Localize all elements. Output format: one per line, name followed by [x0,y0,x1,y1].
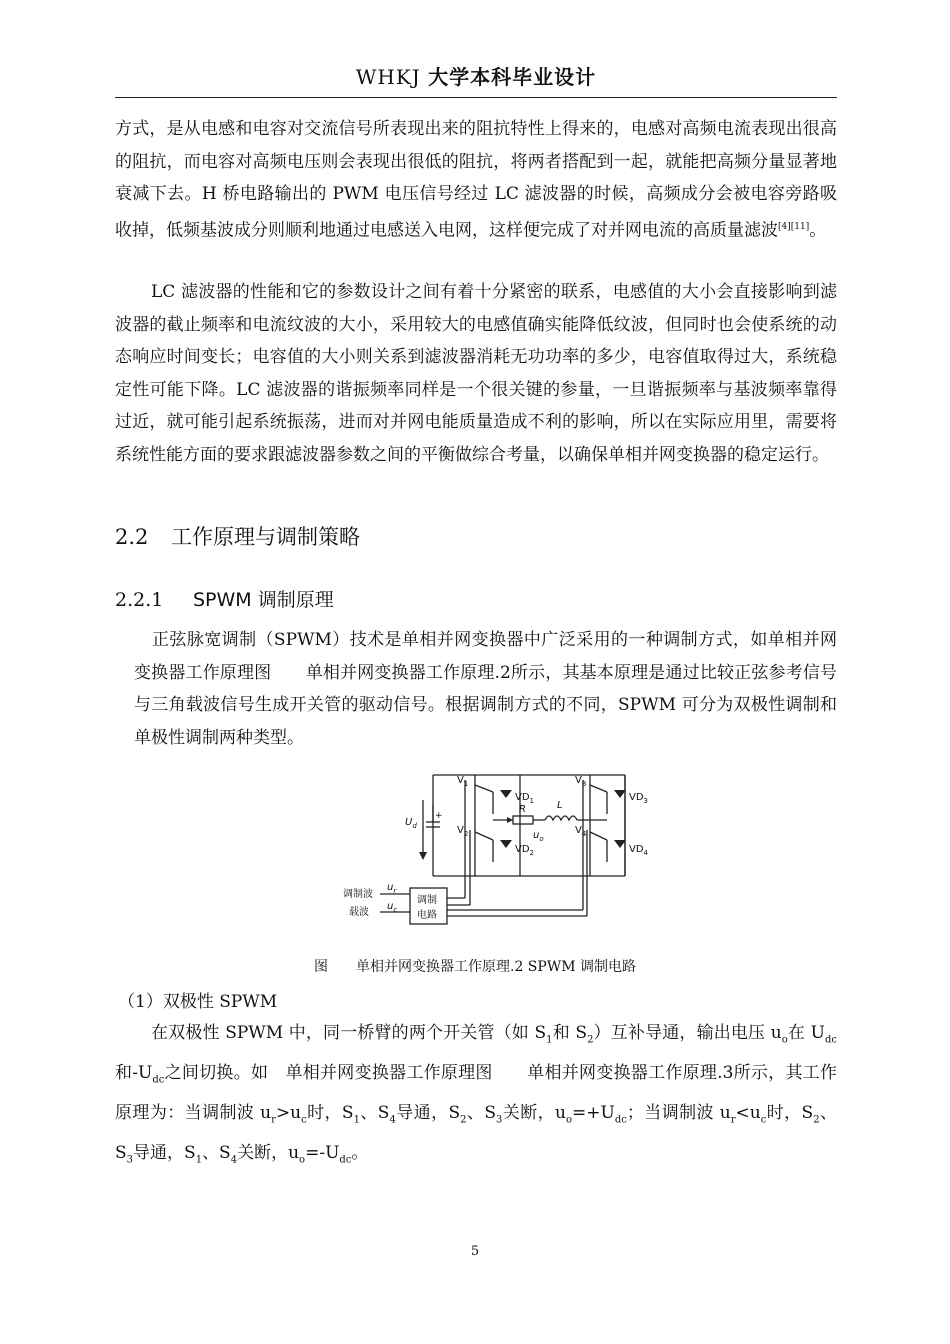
paragraph-2: LC 滤波器的性能和它的参数设计之间有着十分紧密的联系，电感值的大小会直接影响到滤波器的截止频率和电流纹波的大小，采用较大的电感值确实能降低纹波，但同时也会使系统的动态响应时间变长；电容值的大小则关系到滤波器消耗无功功率的多少，电容值取得过大，系统稳定性可能下降。LC 滤波器的谐振频率同样是一个很关键的参量，一旦谐振频率与基波频率靠得过近，就可能引起系统振荡，进而对并网电能质量造成不利的影响，所以在实际应用里，需要将系统性能方面的要求跟滤波器参数之间的平衡做综合考量，以确保单相并网变换器的稳定运行。 [115,282,837,465]
label-uc: $u_c$ [387,901,398,914]
paragraph-1 [115,113,837,247]
label-ur: $u_r$ [387,882,397,895]
label-r: R [519,804,526,815]
subsection-title: SPWM 调制原理 [193,589,334,611]
label-v3: $V_3$ [575,775,587,788]
subsection-heading [115,585,334,612]
header-title: 大学本科毕业设计 [428,65,597,89]
section-number: 2.2 [115,525,149,549]
section-title: 工作原理与调制策略 [171,525,360,549]
subsection-number: 2.2.1 [115,589,164,611]
label-v2: $V_2$ [457,825,469,838]
paragraph-3: 正弦脉宽调制（SPWM）技术是单相并网变换器中广泛采用的一种调制方式，如单相并网变换器工作原理图 单相并网变换器工作原理.2所示，其基本原理是通过比较正弦参考信号与三角载波信号生成开关管的驱动信号。根据调制方式的不同，SPWM 可分为双极性调制和单极性调制两种类型。 [134,630,837,748]
spwm-circuit-figure [335,770,665,930]
label-vd3: $VD_3$ [629,792,649,805]
label-vd4: $VD_4$ [629,844,649,857]
label-ud: $U_d$ [405,817,417,830]
paragraph-1-end: 。 [809,220,827,241]
figure-caption: 图 单相并网变换器工作原理.2 SPWM 调制电路 [314,959,636,975]
label-vd2: $VD_2$ [515,844,535,857]
label-plus: + [435,811,443,821]
header-prefix: WHKJ [355,65,429,89]
paragraph-4: 在双极性 SPWM 中，同一桥臂的两个开关管（如 $S_1$和 $S_2$）互补导通，输出电压 $u_o$在 $U_{dc}$和$-U_{dc}$之间切换。如 单相并网变换器工作原理图 单相并网变换器工作原理.3所示，其工作原理为：当调制波 $u_r>u_c$时，$S_1$、$S_4$导通，$S_2$、$S_3$关断，$u_o=+U_{dc}$；当调制波 $u_r<u_c$时，$S_2$、$S_3$导通，$S_1$、$S_4$关断，$u_o=-U_{dc}$。 [115,1023,837,1166]
citation-ref: [4][11] [778,221,810,232]
label-carrier: 载波 [349,907,369,918]
page-number: 5 [470,1244,480,1259]
label-l: L [557,800,563,811]
label-uo: $u_o$ [533,830,544,843]
label-mod-wave: 调制波 [343,889,373,900]
label-v4: $V_4$ [575,825,587,838]
bipolar-heading: （1）双极性 SPWM [118,992,278,1012]
label-circuit-2: 电路 [417,910,437,921]
paragraph-1-text: 方式，是从电感和电容对交流信号所表现出来的阻抗特性上得来的，电感对高频电流表现出很高的阻抗，而电容对高频电压则会表现出很低的阻抗，将两者搭配到一起，就能把高频分量显著地衰减下去。H 桥电路输出的 PWM 电压信号经过 LC 滤波器的时候，高频成分会被电容旁路吸收掉，低频基波成分则顺利地通过电感送入电网，这样便完成了对并网电流的高质量滤波 [115,119,837,241]
label-v1: $V_1$ [457,775,469,788]
label-circuit-1: 调制 [417,895,437,906]
section-heading [115,521,360,551]
label-vd1: $VD_1$ [515,792,535,805]
page-header [115,62,837,98]
